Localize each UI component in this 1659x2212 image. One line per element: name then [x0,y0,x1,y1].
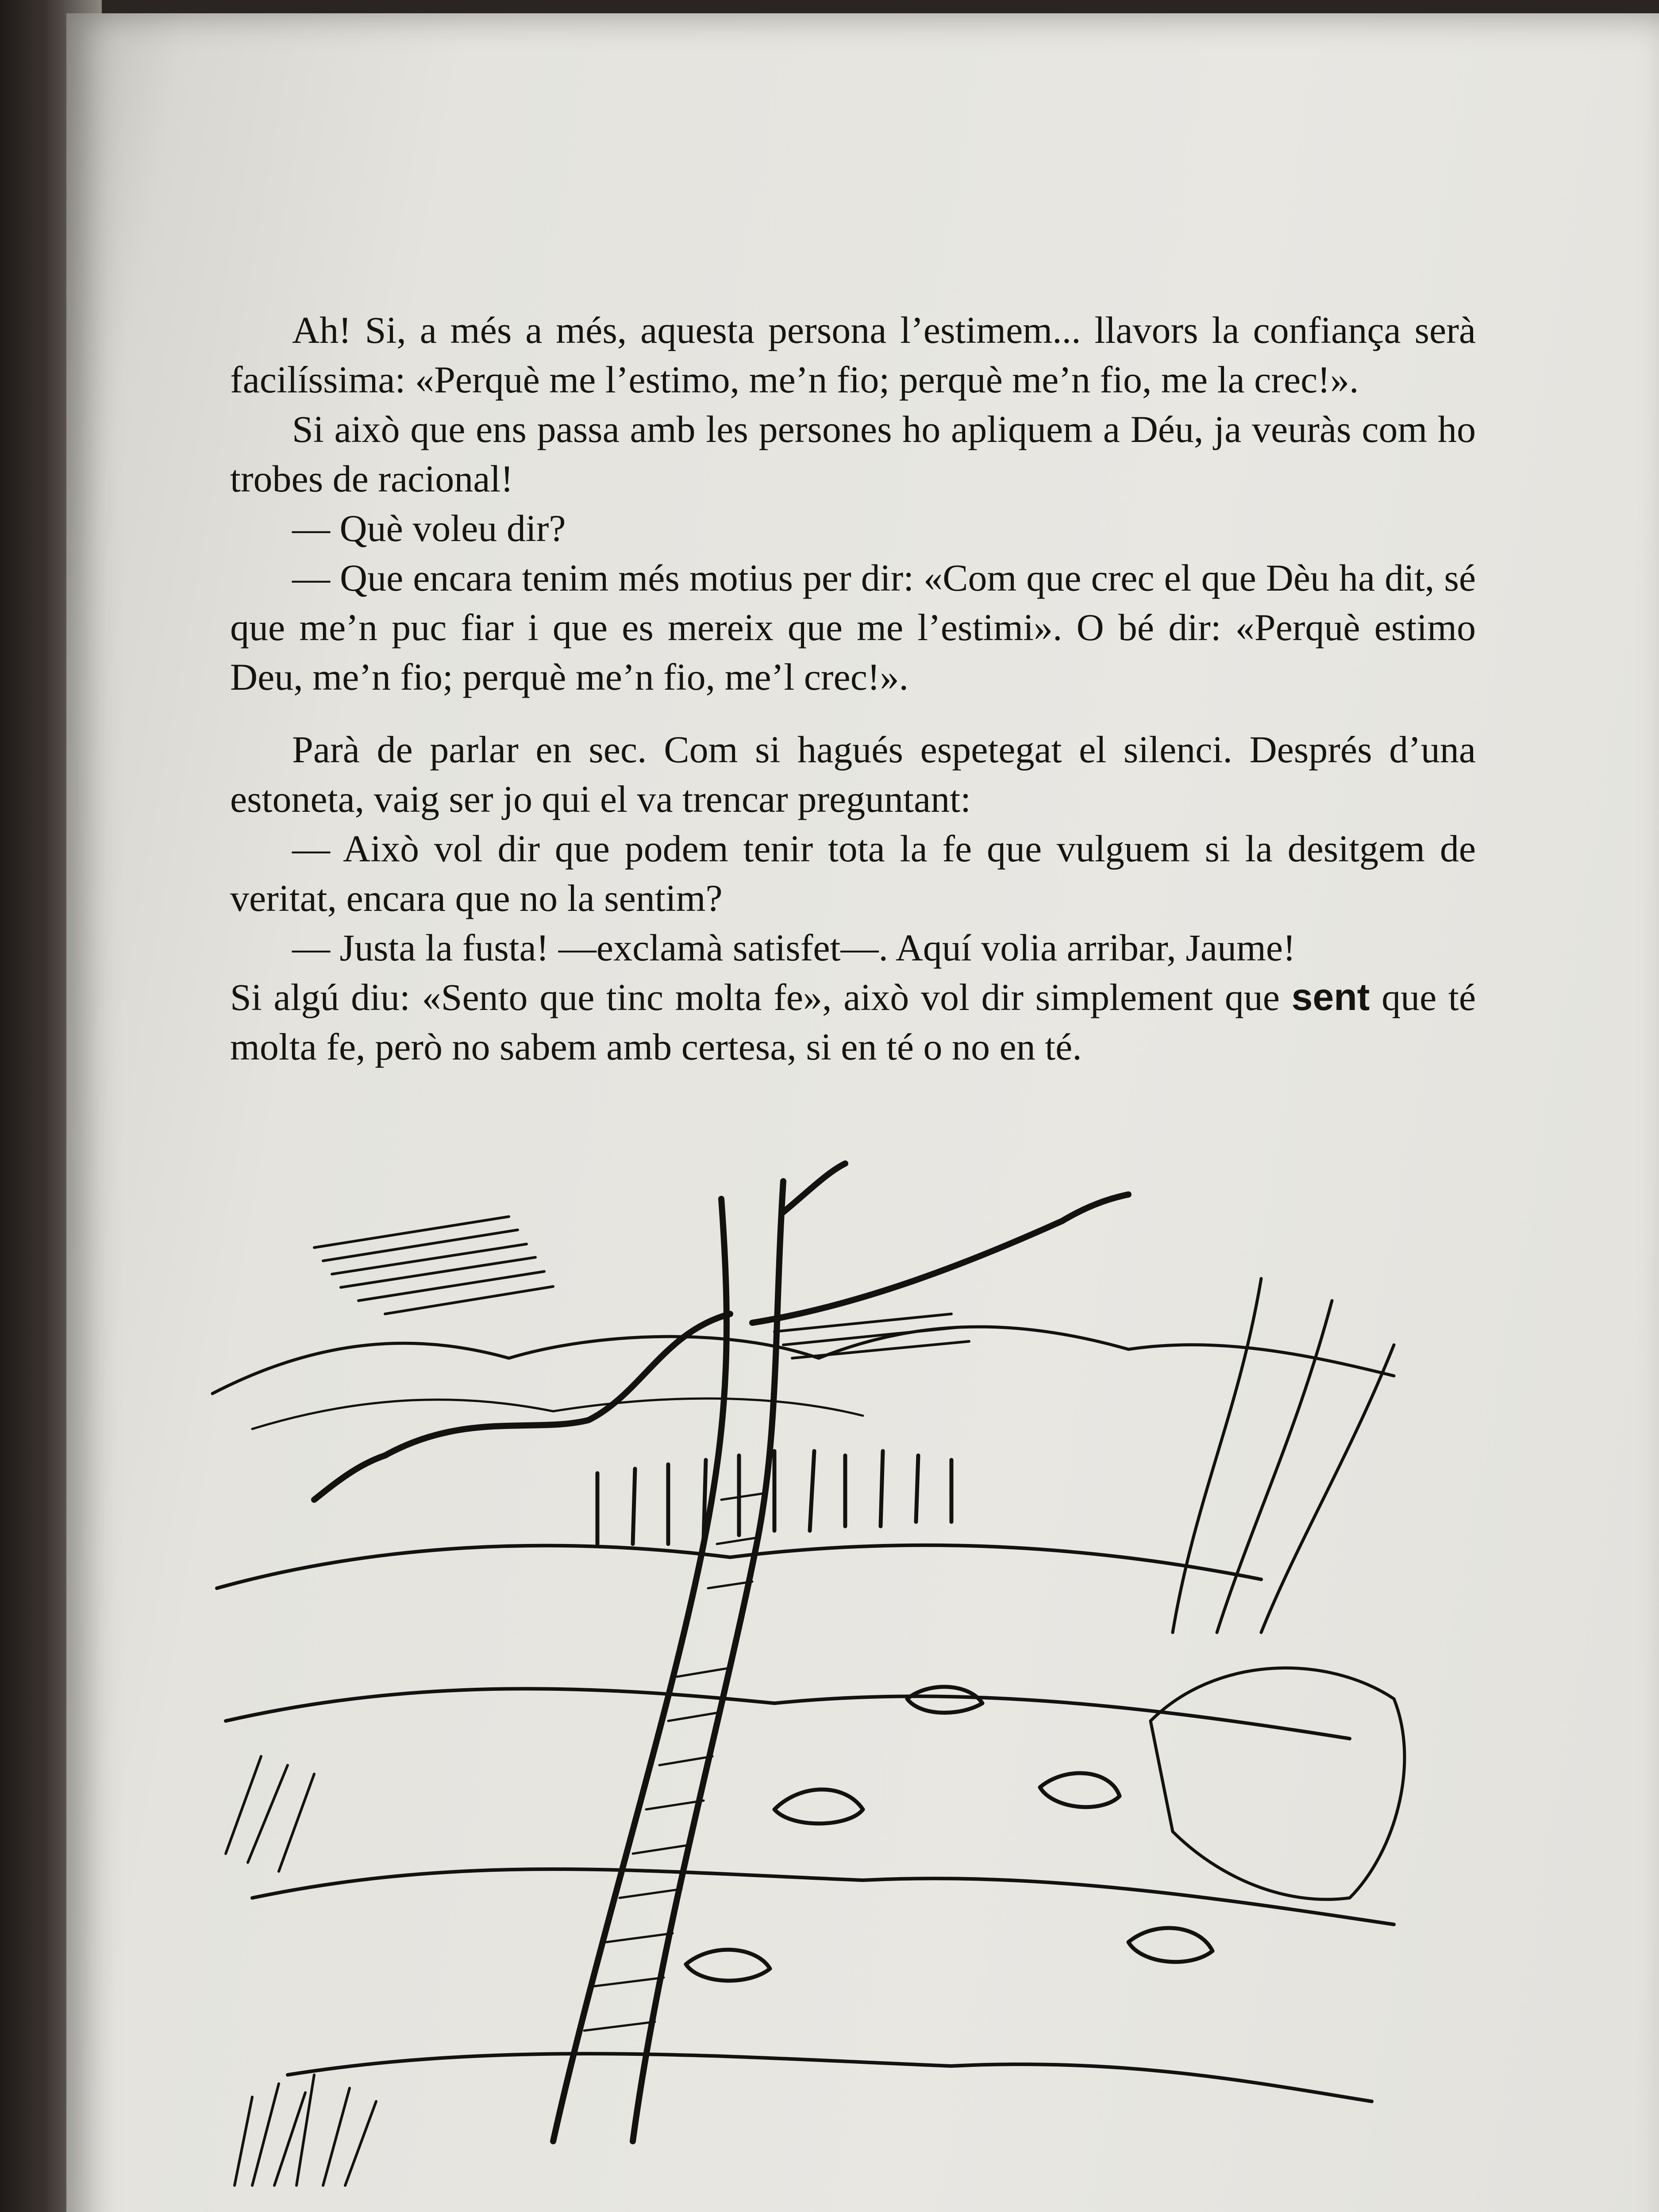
paragraph: — Això vol dir que podem tenir tota la fe que vulguem si la desitgem de veritat, encara que no la sentim? [230,827,1476,919]
rocks [686,1687,1212,1981]
body-text [230,305,1476,1071]
paragraph-last [230,972,1476,1071]
text-run: que té molta fe, però no sabem amb certesa, si en té o no en té. [230,976,1476,1068]
grass [226,1756,376,2185]
tree [314,1164,1128,2141]
fence [597,1451,951,1544]
paragraph: Parà de parlar en sec. Com si hagués espetegat el silenci. Després d’una estoneta, vaig ser jo qui el va trencar preguntant: [230,728,1476,820]
paragraph: Si això que ens passa amb les persones ho apliquem a Déu, ja veuràs com ho trobes de racional! [230,408,1476,500]
paragraph: — Justa la fusta! —exclamà satisfet—. Aquí volia arribar, Jaume! [292,926,1296,969]
paragraph: — Que encara tenim més motius per dir: «Com que crec el que Dèu ha dit, sé que me’n puc fiar i que es mereix que me l’estimi». O bé dir: «Perquè estimo Deu, me’n fio; perquè me’n fio, me’l crec!». [230,557,1476,698]
book-page [66,13,1659,2212]
bold-word: sent [1291,976,1370,1018]
landscape-illustration [199,1146,1527,2212]
paragraph: Ah! Si, a més a més, aquesta persona l’estimem... llavors la confiança serà facilíssima: «Perquè me l’estimo, me’n fio; perquè me’n fio, me la crec!». [230,309,1476,401]
hill-line [212,1327,1394,1394]
text-run: Si algú diu: «Sento que tinc molta fe», això vol dir simplement que [230,976,1292,1018]
bushes [1151,1279,1405,1899]
paragraph: — Què voleu dir? [292,507,566,549]
